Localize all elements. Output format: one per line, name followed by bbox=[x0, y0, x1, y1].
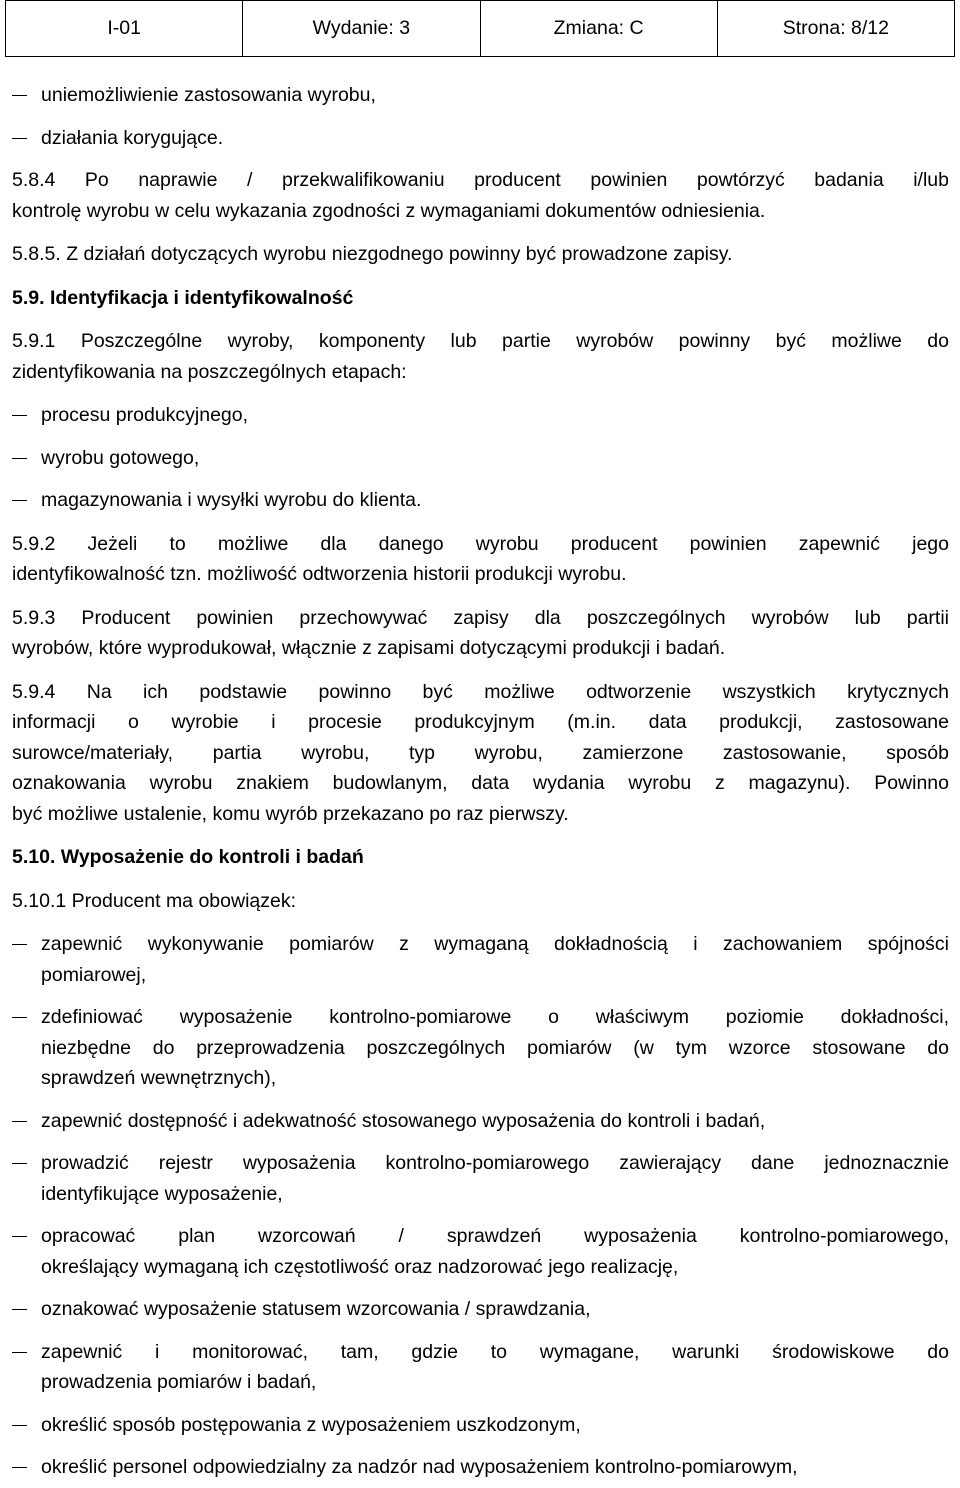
dash-bullet bbox=[12, 1163, 27, 1164]
list-item bbox=[12, 1002, 949, 1094]
list-item bbox=[12, 443, 949, 474]
dash-bullet bbox=[12, 415, 27, 416]
list-item-line: zdefiniować wyposażenie kontrolno-pomiarowe o właściwym poziomie dokładności, bbox=[41, 1006, 949, 1028]
paragraph-5-9-4-line: informacji o wyrobie i procesie produkcyjnym (m.in. data produkcji, zastosowane bbox=[12, 711, 949, 733]
list-item bbox=[12, 1337, 949, 1398]
list-item-line: zapewnić i monitorować, tam, gdzie to wymagane, warunki środowiskowe do bbox=[41, 1340, 949, 1363]
section-heading-5-10: 5.10. Wyposażenie do kontroli i badań bbox=[12, 846, 364, 868]
paragraph-5-9-4-line: 5.9.4 Na ich podstawie powinno być możliwe odtworzenie wszystkich krytycznych bbox=[12, 680, 949, 703]
paragraph-5-9-4-line: być możliwe ustalenie, komu wyrób przekazano po raz pierwszy. bbox=[12, 802, 569, 825]
dash-bullet bbox=[12, 138, 27, 139]
dash-bullet bbox=[12, 1017, 27, 1018]
list-item-line: określić personel odpowiedzialny za nadzór nad wyposażeniem kontrolno-pomiarowym, bbox=[41, 1456, 798, 1478]
dash-bullet bbox=[12, 1309, 27, 1310]
list-item bbox=[12, 1452, 949, 1483]
dash-bullet bbox=[12, 95, 27, 96]
list-item-line: zapewnić wykonywanie pomiarów z wymaganą dokładnością i zachowaniem spójności bbox=[41, 933, 949, 955]
paragraph-5-9-3-line1: 5.9.3 Producent powinien przechowywać zapisy dla poszczególnych wyrobów lub partii bbox=[12, 606, 949, 629]
list-item-line: określić sposób postępowania z wyposażeniem uszkodzonym, bbox=[41, 1413, 581, 1436]
list-item bbox=[12, 1106, 949, 1137]
document-body bbox=[12, 80, 949, 1483]
list-item-line: niezbędne do przeprowadzenia poszczególnych pomiarów (w tym wzorce stosowane do bbox=[41, 1036, 949, 1059]
paragraph-5-9-3-line2: wyrobów, które wyprodukował, włącznie z zapisami dotyczącymi produkcji i badań. bbox=[12, 637, 726, 659]
list-item-line: zapewnić dostępność i adekwatność stosowanego wyposażenia do kontroli i badań, bbox=[41, 1109, 766, 1132]
document-header bbox=[5, 0, 955, 57]
list-item-text: procesu produkcyjnego, bbox=[41, 404, 249, 426]
list-item-line: określający wymaganą ich częstotliwość oraz nadzorować jego realizację, bbox=[41, 1255, 679, 1278]
dash-bullet bbox=[12, 1467, 27, 1468]
list-item bbox=[12, 123, 949, 154]
list-item-line: identyfikujące wyposażenie, bbox=[41, 1182, 283, 1205]
list-item bbox=[12, 1410, 949, 1441]
dash-bullet bbox=[12, 1352, 27, 1353]
dash-bullet bbox=[12, 458, 27, 459]
list-item bbox=[12, 929, 949, 990]
edition: Wydanie: 3 bbox=[243, 1, 480, 57]
list-item bbox=[12, 1221, 949, 1282]
list-item-text: uniemożliwienie zastosowania wyrobu, bbox=[41, 84, 376, 106]
section-heading-5-9: 5.9. Identyfikacja i identyfikowalność bbox=[12, 286, 354, 309]
doc-id: I-01 bbox=[6, 1, 243, 57]
obligations-list bbox=[12, 929, 949, 1483]
list-item-line: sprawdzeń wewnętrznych), bbox=[41, 1067, 277, 1089]
list-item-line: oznakować wyposażenie statusem wzorcowania / sprawdzania, bbox=[41, 1298, 591, 1320]
list-item bbox=[12, 400, 949, 431]
dash-bullet bbox=[12, 1425, 27, 1426]
list-item-text: wyrobu gotowego, bbox=[41, 446, 200, 469]
dash-bullet bbox=[12, 1236, 27, 1237]
list-item-line: prowadzić rejestr wyposażenia kontrolno-pomiarowego zawierający dane jednoznacznie bbox=[41, 1152, 949, 1174]
paragraph-5-10-1: 5.10.1 Producent ma obowiązek: bbox=[12, 889, 297, 912]
list-item-text: działania korygujące. bbox=[41, 126, 224, 149]
paragraph-5-9-4-line: surowce/materiały, partia wyrobu, typ wyrobu, zamierzone zastosowanie, sposób bbox=[12, 741, 949, 764]
list-item bbox=[12, 485, 949, 516]
paragraph-5-9-1-line2: zidentyfikowania na poszczególnych etapach: bbox=[12, 360, 407, 383]
list-item bbox=[12, 1294, 949, 1325]
paragraph-5-9-1-line1: 5.9.1 Poszczególne wyroby, komponenty lub partie wyrobów powinny być możliwe do bbox=[12, 330, 949, 352]
page-number: Strona: 8/12 bbox=[717, 1, 954, 57]
paragraph-5-8-4-line2: kontrolę wyrobu w celu wykazania zgodności z wymaganiami dokumentów odniesienia. bbox=[12, 199, 766, 222]
dash-bullet bbox=[12, 944, 27, 945]
paragraph-5-9-2-line2: identyfikowalność tzn. możliwość odtworzenia historii produkcji wyrobu. bbox=[12, 563, 627, 585]
change: Zmiana: C bbox=[480, 1, 717, 57]
list-item bbox=[12, 80, 949, 111]
list-item-text: magazynowania i wysyłki wyrobu do klienta. bbox=[41, 489, 422, 511]
paragraph-5-8-5: 5.8.5. Z działań dotyczących wyrobu niezgodnego powinny być prowadzone zapisy. bbox=[12, 243, 733, 265]
dash-bullet bbox=[12, 1121, 27, 1122]
list-item-line: pomiarowej, bbox=[41, 963, 147, 986]
list-item-line: prowadzenia pomiarów i badań, bbox=[41, 1371, 317, 1393]
list-item bbox=[12, 1148, 949, 1209]
list-item-line: opracować plan wzorcowań / sprawdzeń wyposażenia kontrolno-pomiarowego, bbox=[41, 1225, 949, 1247]
paragraph-5-8-4-line1: 5.8.4 Po naprawie / przekwalifikowaniu producent powinien powtórzyć badania i/lub bbox=[12, 169, 949, 191]
paragraph-5-9-2-line1: 5.9.2 Jeżeli to możliwe dla danego wyrobu producent powinien zapewnić jego bbox=[12, 532, 949, 555]
paragraph-5-9-4-line: oznakowania wyrobu znakiem budowlanym, data wydania wyrobu z magazynu). Powinno bbox=[12, 772, 949, 794]
dash-bullet bbox=[12, 500, 27, 501]
